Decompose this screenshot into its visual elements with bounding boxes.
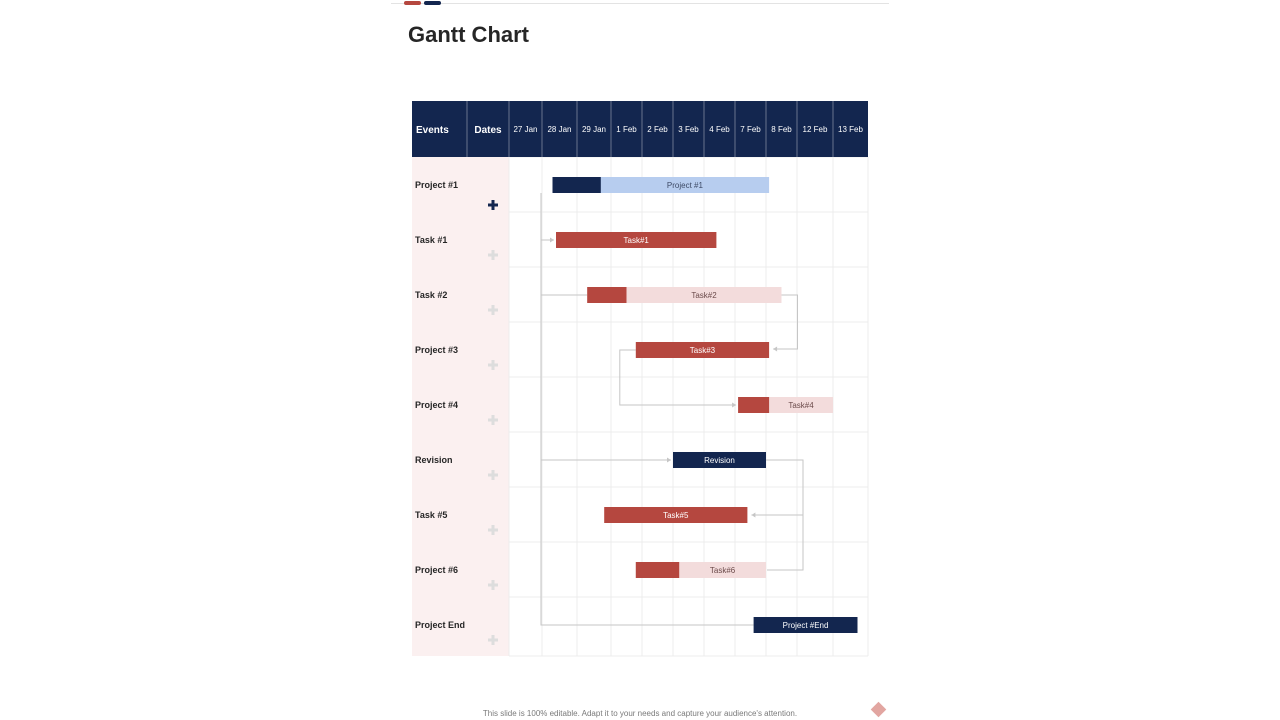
date-tick-label: 13 Feb: [838, 125, 863, 134]
gantt-bar-label: Task#3: [689, 346, 716, 355]
connector-arrow: [550, 238, 554, 243]
footer-note: This slide is 100% editable. Adapt it to your needs and capture your audience's attention.: [482, 709, 798, 718]
date-tick-label: 29 Jan: [581, 125, 607, 134]
date-tick-label: 12 Feb: [802, 125, 828, 134]
plus-icon-v: [492, 360, 495, 370]
plus-icon-v: [492, 305, 495, 315]
gantt-bar-progress: [636, 562, 679, 578]
gantt-bar-progress: [587, 287, 626, 303]
row-label: Project End: [415, 620, 466, 630]
date-tick-label: 1 Feb: [616, 125, 637, 134]
row-label: Project #4: [415, 400, 459, 410]
plus-icon-v: [492, 635, 495, 645]
gantt-bar-label: Project #1: [666, 181, 703, 190]
connector-arrow: [751, 513, 755, 518]
slide-page: [391, 0, 889, 720]
gantt-bar-label: Task#1: [623, 236, 649, 245]
gantt-chart: [391, 0, 889, 700]
date-tick-label: 2 Feb: [647, 125, 668, 134]
gantt-bar-label: Task#4: [788, 401, 814, 410]
row-label: Project #3: [415, 345, 459, 355]
date-tick-label: 4 Feb: [709, 125, 730, 134]
row-label: Task #1: [415, 235, 448, 245]
gantt-bar-label: Project #End: [782, 621, 829, 630]
row-label: Task #5: [415, 510, 448, 520]
row-label: Project #6: [415, 565, 459, 575]
row-label: Revision: [415, 455, 453, 465]
header-events: Events: [416, 125, 449, 136]
plus-icon-v: [492, 580, 495, 590]
plus-icon-v: [492, 415, 495, 425]
date-tick-label: 27 Jan: [513, 125, 538, 134]
row-label: Project #1: [415, 180, 459, 190]
plus-icon-v: [492, 470, 495, 480]
date-tick-label: 7 Feb: [740, 125, 761, 134]
plus-icon-v: [492, 525, 495, 535]
gantt-bar-label: Task#5: [663, 511, 689, 520]
date-tick-label: 8 Feb: [771, 125, 792, 134]
gantt-bar-progress: [738, 397, 769, 413]
connector-trunk: [541, 193, 754, 625]
connector-arrow: [667, 458, 671, 463]
gantt-bar-label: Task#2: [691, 291, 717, 300]
header-dates: Dates: [474, 125, 502, 136]
gantt-bar-label: Revision: [704, 456, 735, 465]
row-label: Task #2: [415, 290, 448, 300]
connector-arrow: [773, 347, 777, 352]
date-tick-label: 28 Jan: [547, 125, 572, 134]
gantt-bar-progress: [553, 177, 601, 193]
plus-icon-v: [492, 250, 495, 260]
gantt-bar-label: Task#6: [709, 566, 736, 575]
page-title: Gantt Chart: [408, 22, 529, 47]
plus-icon-v: [492, 200, 495, 210]
date-tick-label: 3 Feb: [678, 125, 699, 134]
